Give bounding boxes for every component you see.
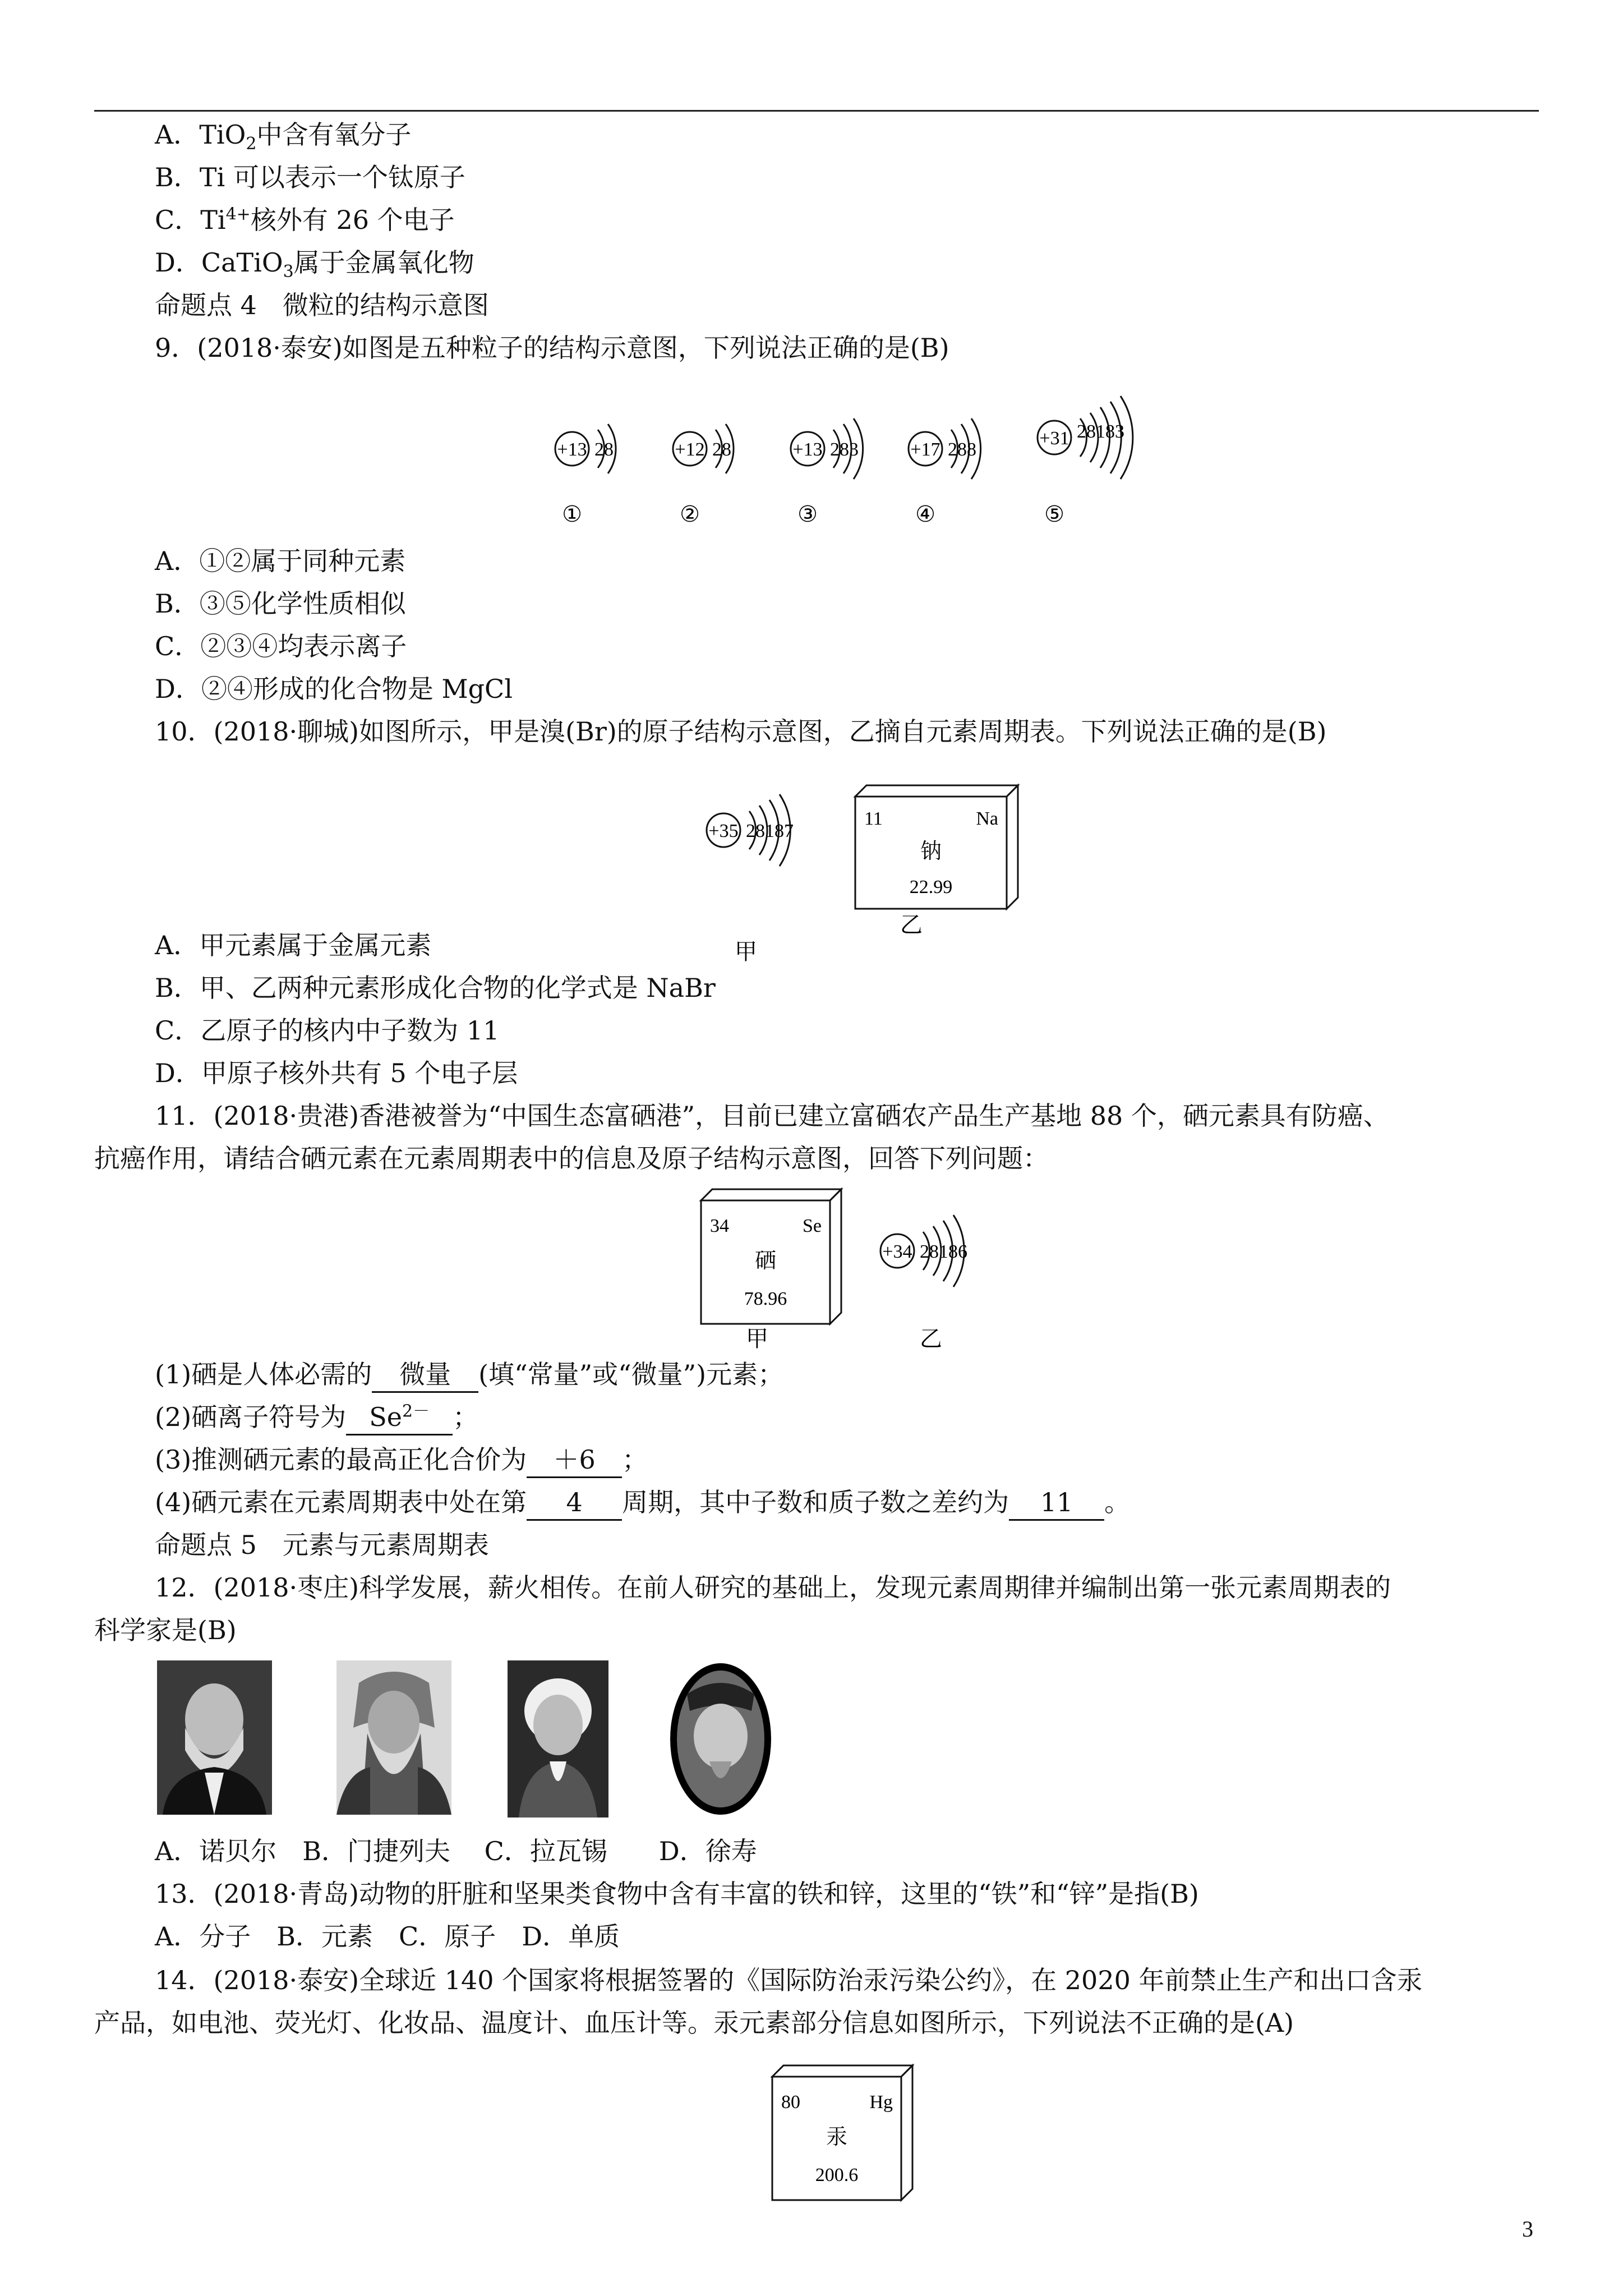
svg-text:34: 34 — [710, 1216, 729, 1236]
portrait-mendeleev — [336, 1660, 451, 1815]
svg-text:+13: +13 — [792, 439, 823, 460]
q11-part-3: (3)推测硒元素的最高正化合价为 ＋6 ； — [155, 1443, 648, 1478]
q9-option-d: D．②④形成的化合物是 MgCl — [155, 674, 513, 704]
q13-stem: 13．(2018·青岛)动物的肝脏和坚果类食物中含有丰富的铁和锌，这里的“铁”和“锌”是指(B) — [155, 1879, 1199, 1909]
page-number: 3 — [1522, 2216, 1533, 2242]
q10-option-b: B．甲、乙两种元素形成化合物的化学式是 NaBr — [155, 973, 716, 1003]
svg-text:Hg: Hg — [869, 2092, 893, 2113]
q8-option-c: C．$Ti^{4+}$核外有 26 个电子 — [155, 204, 455, 235]
svg-text:④: ④ — [915, 501, 935, 527]
q9-option-b: B．③⑤化学性质相似 — [155, 588, 406, 619]
svg-text:甲: 甲 — [746, 1326, 768, 1351]
svg-text:+34: +34 — [882, 1241, 912, 1262]
q10-option-c: C．乙原子的核内中子数为 11 — [155, 1015, 500, 1046]
q11-stem-line1: 11．(2018·贵港)香港被誉为“中国生态富硒港”，目前已建立富硒农产品生产基地 88 个，硒元素具有防癌、 — [155, 1101, 1389, 1131]
svg-text:钠: 钠 — [920, 840, 942, 863]
q8-option-a: A．TiO$_2$中含有氧分子 — [155, 119, 412, 154]
svg-text:28: 28 — [712, 439, 731, 460]
svg-text:+12: +12 — [675, 439, 705, 460]
svg-text:11: 11 — [864, 808, 883, 829]
svg-text:22.99: 22.99 — [909, 877, 953, 898]
svg-text:28183: 28183 — [1077, 421, 1124, 442]
portrait-xu-shou — [670, 1663, 771, 1815]
svg-text:283: 283 — [830, 439, 859, 460]
svg-text:+13: +13 — [557, 439, 587, 460]
section-5-heading: 命题点 5 元素与元素周期表 — [155, 1530, 489, 1560]
particle-5 — [1038, 396, 1133, 527]
q9-option-c: C．②③④均表示离子 — [155, 631, 407, 661]
svg-text:+31: +31 — [1039, 428, 1069, 449]
svg-text:200.6: 200.6 — [815, 2165, 859, 2185]
svg-text:乙: 乙 — [920, 1326, 942, 1351]
selenium-atom-diagram — [880, 1215, 967, 1351]
q10-stem: 10．(2018·聊城)如图所示，甲是溴(Br)的原子结构示意图，乙摘自元素周期表。下列说法正确的是(B) — [155, 716, 1327, 747]
particle-1 — [555, 424, 616, 527]
svg-text:甲: 甲 — [735, 939, 757, 964]
bromine-atom-diagram — [707, 794, 794, 964]
svg-text:288: 288 — [948, 439, 976, 460]
q9-stem: 9．(2018·泰安)如图是五种粒子的结构示意图，下列说法正确的是(B) — [155, 333, 949, 363]
svg-text:28187: 28187 — [746, 821, 794, 841]
svg-text:80: 80 — [781, 2092, 800, 2113]
particle-2 — [673, 424, 734, 527]
q8-option-d: D．CaTiO$_3$属于金属氧化物 — [155, 247, 474, 282]
q14-stem-line1: 14．(2018·泰安)全球近 140 个国家将根据签署的《国际防治汞污染公约》，在 2020 年前禁止生产和出口含汞 — [155, 1965, 1423, 1995]
section-4-heading: 命题点 4 微粒的结构示意图 — [155, 290, 489, 320]
q10-figure — [690, 774, 1071, 964]
q10-option-a: A．甲元素属于金属元素 — [155, 930, 432, 960]
q13-options: A．分子 B．元素 C．原子 D．单质 — [155, 1921, 620, 1952]
svg-text:汞: 汞 — [826, 2125, 848, 2149]
q11-part-2: (2)硒离子符号为 $Se^{2-}$ ； — [155, 1400, 478, 1435]
svg-text:②: ② — [680, 501, 700, 527]
scientist-portraits — [157, 1660, 796, 1823]
q11-figure — [701, 1178, 1015, 1351]
svg-text:乙: 乙 — [900, 912, 923, 937]
q12-stem-line1: 12．(2018·枣庄)科学发展，薪火相传。在前人研究的基础上，发现元素周期律并编制出第一张元素周期表的 — [155, 1572, 1391, 1603]
svg-text:+17: +17 — [910, 439, 940, 460]
particle-4 — [909, 418, 981, 527]
header-rule — [94, 110, 1539, 112]
q12-options: A．诺贝尔 B．门捷列夫 C．拉瓦锡 D．徐寿 — [155, 1836, 757, 1866]
svg-text:Se: Se — [803, 1216, 822, 1236]
q10-option-d: D．甲原子核外共有 5 个电子层 — [155, 1058, 518, 1088]
q9-option-a: A．①②属于同种元素 — [155, 546, 406, 576]
q11-stem-line2: 抗癌作用，请结合硒元素在元素周期表中的信息及原子结构示意图，回答下列问题： — [94, 1143, 1049, 1174]
q12-stem-line2: 科学家是(B) — [94, 1615, 237, 1645]
q11-part-1: (1)硒是人体必需的 微量 (填“常量”或“微量”)元素； — [155, 1358, 783, 1393]
mercury-element-cell — [771, 2064, 928, 2210]
svg-text:28: 28 — [594, 439, 614, 460]
sodium-element-cell — [855, 785, 1018, 937]
selenium-element-cell — [701, 1189, 841, 1351]
svg-text:Na: Na — [976, 808, 998, 829]
svg-text:78.96: 78.96 — [744, 1289, 787, 1309]
q9-particle-diagrams — [538, 381, 1155, 533]
svg-text:+35: +35 — [708, 821, 739, 841]
portrait-nobel — [157, 1660, 272, 1815]
portrait-lavoisier — [508, 1660, 608, 1818]
q8-option-b: B．Ti 可以表示一个钛原子 — [155, 162, 465, 192]
particle-3 — [791, 418, 863, 527]
svg-text:①: ① — [562, 501, 582, 527]
q14-stem-line2: 产品，如电池、荧光灯、化妆品、温度计、血压计等。汞元素部分信息如图所示，下列说法不正确的是(A) — [94, 2008, 1294, 2038]
svg-text:28186: 28186 — [920, 1241, 967, 1262]
q11-part-4: (4)硒元素在元素周期表中处在第 4 周期，其中子数和质子数之差约为 11 。 — [155, 1485, 1130, 1521]
svg-text:③: ③ — [797, 501, 818, 527]
svg-text:硒: 硒 — [754, 1249, 777, 1273]
svg-text:⑤: ⑤ — [1044, 501, 1064, 527]
